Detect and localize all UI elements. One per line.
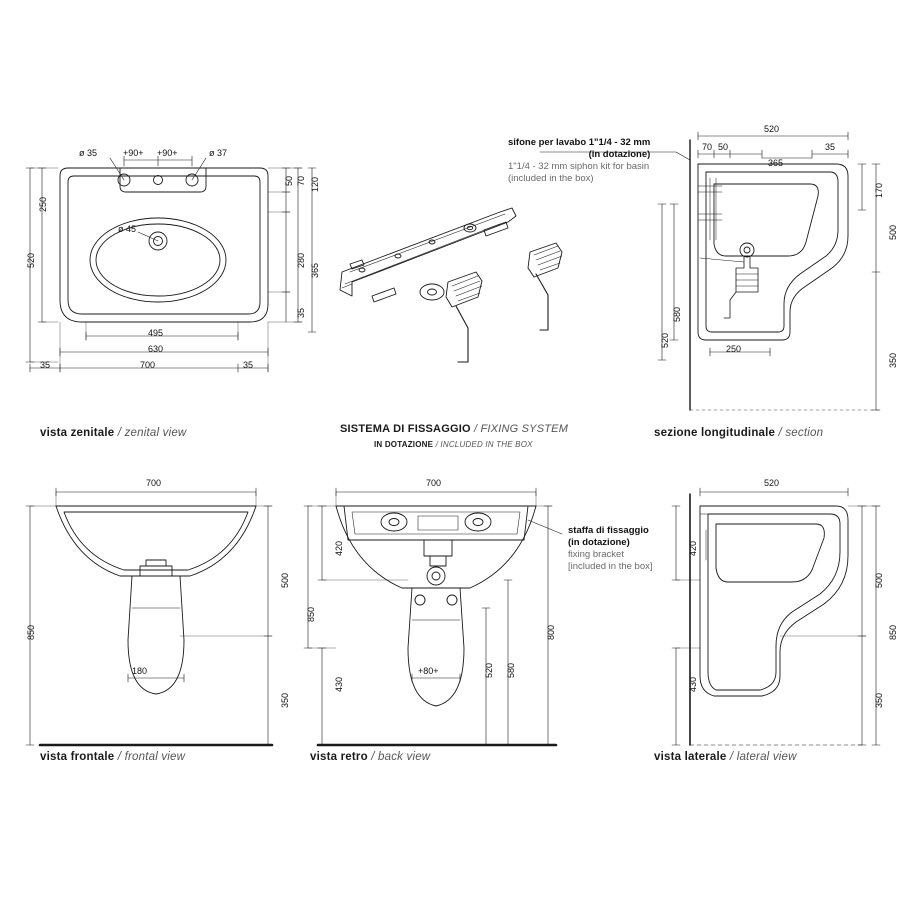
dim-zenital-d35: ø 35 [79,148,98,158]
dim-frontal-500: 500 [280,572,290,588]
dim-section-365: 365 [768,158,784,168]
caption-fixing-sub-en: / INCLUDED IN THE BOX [435,440,533,449]
caption-zenital [40,427,186,439]
dim-section-170: 170 [874,182,884,198]
dim-zenital-90a: +90+ [123,148,144,158]
dim-frontal-180: 180 [132,666,148,676]
view-zenital-drawing [26,156,316,372]
dim-zenital-35-left: 35 [40,360,51,370]
view-frontal-drawing [26,488,272,745]
callout-bracket-en-1: fixing bracket [568,549,624,560]
dim-section-50: 50 [718,142,729,152]
caption-lateral [654,751,797,763]
view-fixing-system-drawing [340,208,562,362]
dim-frontal-350: 350 [280,692,290,708]
dim-zenital-495: 495 [148,328,164,338]
dim-section-580: 580 [672,306,682,322]
callout-fixing-bracket [568,525,653,573]
dim-lateral-850: 850 [888,624,898,640]
dim-zenital-d45: ø 45 [118,224,137,234]
dim-back-520: 520 [484,662,494,678]
caption-fixing-en: / FIXING SYSTEM [473,423,569,435]
dim-zenital-120: 120 [310,176,320,192]
caption-fixing-sub-it: IN DOTAZIONE [374,440,434,449]
dim-back-80: +80+ [418,666,439,676]
caption-zenital-en: / zenital view [117,427,187,439]
dim-lateral-420: 420 [688,540,698,556]
caption-lateral-it: vista laterale [654,751,727,763]
view-back-drawing [304,488,562,745]
callout-siphon-en-2: (included in the box) [508,173,594,184]
dim-section-70: 70 [702,142,713,152]
view-lateral-drawing [672,488,880,745]
dim-zenital-50: 50 [284,175,294,186]
caption-section [654,427,823,439]
dim-section-500: 500 [888,224,898,240]
dim-section-35: 35 [825,142,836,152]
caption-fixing-it: SISTEMA DI FISSAGGIO [340,423,471,435]
dim-back-580: 580 [506,662,516,678]
dim-lateral-430: 430 [688,676,698,692]
caption-frontal [40,751,185,763]
caption-fixing-subtitle [374,440,533,449]
caption-frontal-en: / frontal view [117,751,186,763]
dim-back-700: 700 [426,478,442,488]
dim-section-520: 520 [764,124,780,134]
callout-bracket-en-2: [included in the box] [568,561,653,572]
callout-siphon-it-1: sifone per lavabo 1"1/4 - 32 mm [508,137,651,148]
dim-frontal-850: 850 [26,624,36,640]
caption-frontal-it: vista frontale [40,751,115,763]
dim-section-520b: 520 [660,332,670,348]
callout-bracket-it-1: staffa di fissaggio [568,525,649,536]
dim-section-250: 250 [726,344,742,354]
dim-back-850: 850 [306,606,316,622]
callout-siphon-en-1: 1"1/4 - 32 mm siphon kit for basin [508,161,650,172]
callout-bracket-it-2: (in dotazione) [568,537,630,548]
dim-zenital-90b: +90+ [157,148,178,158]
dim-zenital-520: 520 [26,252,36,268]
caption-fixing-system [340,423,568,435]
caption-lateral-en: / lateral view [729,751,797,763]
callout-siphon [508,137,650,185]
caption-back [310,751,430,763]
dim-zenital-700: 700 [140,360,156,370]
dim-zenital-365: 365 [310,262,320,278]
dim-lateral-500: 500 [874,572,884,588]
dim-lateral-520: 520 [764,478,780,488]
caption-zenital-it: vista zenitale [40,427,115,439]
caption-back-en: / back view [371,751,431,763]
dim-frontal-700: 700 [146,478,162,488]
dim-zenital-630: 630 [148,344,164,354]
caption-section-en: / section [778,427,824,439]
dim-zenital-d37: ø 37 [209,148,228,158]
dim-section-350: 350 [888,352,898,368]
dim-back-430: 430 [334,676,344,692]
dim-back-800: 800 [546,624,556,640]
caption-back-it: vista retro [310,751,368,763]
dim-zenital-35-bottom-right: 35 [243,360,254,370]
dim-zenital-70: 70 [296,175,306,186]
dim-back-420: 420 [334,540,344,556]
caption-section-it: sezione longitudinale [654,427,776,439]
dim-zenital-250: 250 [38,196,48,212]
dim-zenital-280: 280 [296,252,306,268]
dim-lateral-350: 350 [874,692,884,708]
dim-zenital-35-right: 35 [296,307,306,318]
callout-siphon-it-2: (in dotazione) [588,149,651,160]
